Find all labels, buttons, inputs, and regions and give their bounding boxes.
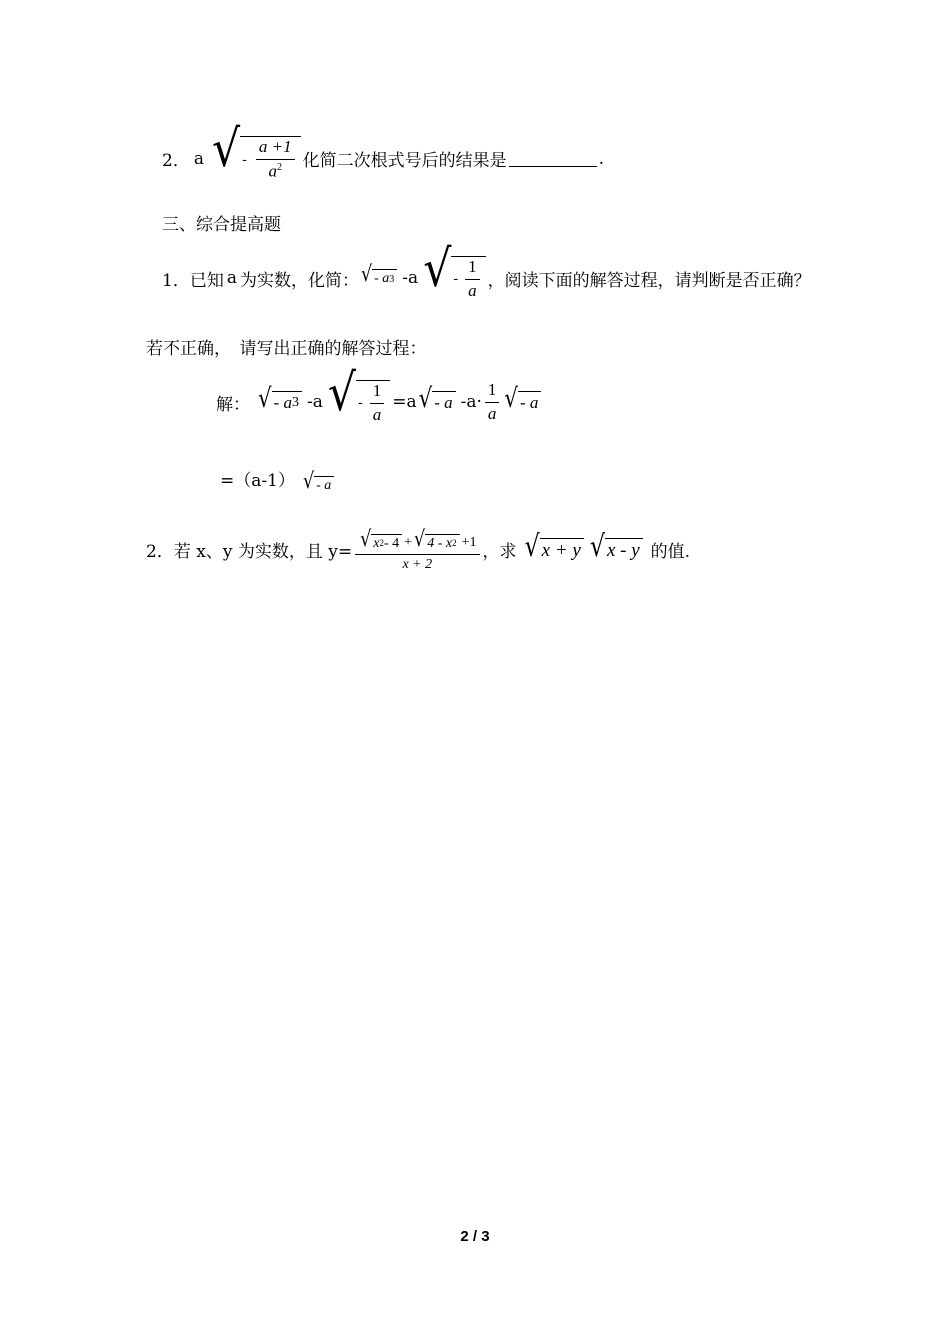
question-1: 1． 已知 a 为实数，化简： √ - a 3 -a √ - $\frac{1}{a}$ ，阅读下面的解答过程，请判断是否正确？ [162,240,811,300]
sqrt-x-plus-y: √ x + y [525,538,584,562]
fraction-numerator: a +1 [256,138,295,160]
solution-label: 解： [216,394,250,415]
radical-sign-icon: √ [504,383,518,415]
question-2: 2． 若 x、y 为实数，且 y= √ x 2 - 4 + √ 4 - x 2 +1 x + 2 ，求 √ x + y √ x - y 的值. [146,527,691,572]
answer-blank[interactable] [509,150,597,167]
fraction-numerator: √ x 2 - 4 + √ 4 - x 2 +1 [355,534,479,555]
sqrt-neg-a: √ - a [303,476,334,494]
y-fraction [355,527,479,572]
radical-sign-icon: √ [211,120,241,179]
fraction-denominator: x + 2 [402,556,433,572]
radical-sign-icon: √ [302,469,315,494]
sqrt-neg-a: √ - a [504,391,541,413]
radical-sign-icon: √ [360,262,373,288]
question-1-line-2: 若不正确， 请写出正确的解答过程： [146,339,427,359]
radical-sign-icon: √ [327,364,357,423]
sqrt-x-minus-y: √ x - y [590,538,643,562]
problem-number: 2． [162,151,190,172]
question-number: 1． [162,270,190,291]
problem-2-prev: 2． a √ - $\frac{a +1}{a^2}$ 化简二次根式号后的结果是 . [162,120,605,181]
question-number: 2． [146,542,174,563]
sqrt-neg-a: √ - a [419,391,456,413]
sqrt-expression: √ - $\frac{a +1}{a^2}$ [212,136,301,181]
radical-sign-icon: √ [524,528,540,564]
fraction-denominator: $a^2$ [268,161,282,181]
solution-line-1: 解： √ - a 3 -a √ - $\frac{1}{a}$ =a √ - a -a· $\frac{1}{a}$ √ - a [216,380,543,424]
var-a: a [193,148,204,169]
sqrt-neg-one-over-a: √ - $\frac{1}{a}$ [423,256,485,300]
radical-sign-icon: √ [418,383,433,415]
sqrt-neg-one-over-a: √ - $\frac{1}{a}$ [328,380,390,424]
radical-sign-icon: √ [423,240,452,299]
radical-sign-icon: √ [258,383,272,415]
section-title: 三、综合提高题 [162,215,281,235]
radical-sign-icon: √ [589,528,605,564]
solution-line-2: =（a-1） √ - a [220,462,336,494]
page-number: 2 / 3 [460,1228,490,1245]
radical-sign-icon: √ [360,527,372,553]
sqrt-neg-a-cubed: √ - a 3 [361,269,397,287]
radical-sign-icon: √ [414,527,426,553]
problem-text: 化简二次根式号后的结果是 [302,151,507,172]
sqrt-neg-a-cubed: √ - a 3 [258,391,302,413]
fraction-one-over-a: $\frac{1}{a}$ [485,381,500,423]
